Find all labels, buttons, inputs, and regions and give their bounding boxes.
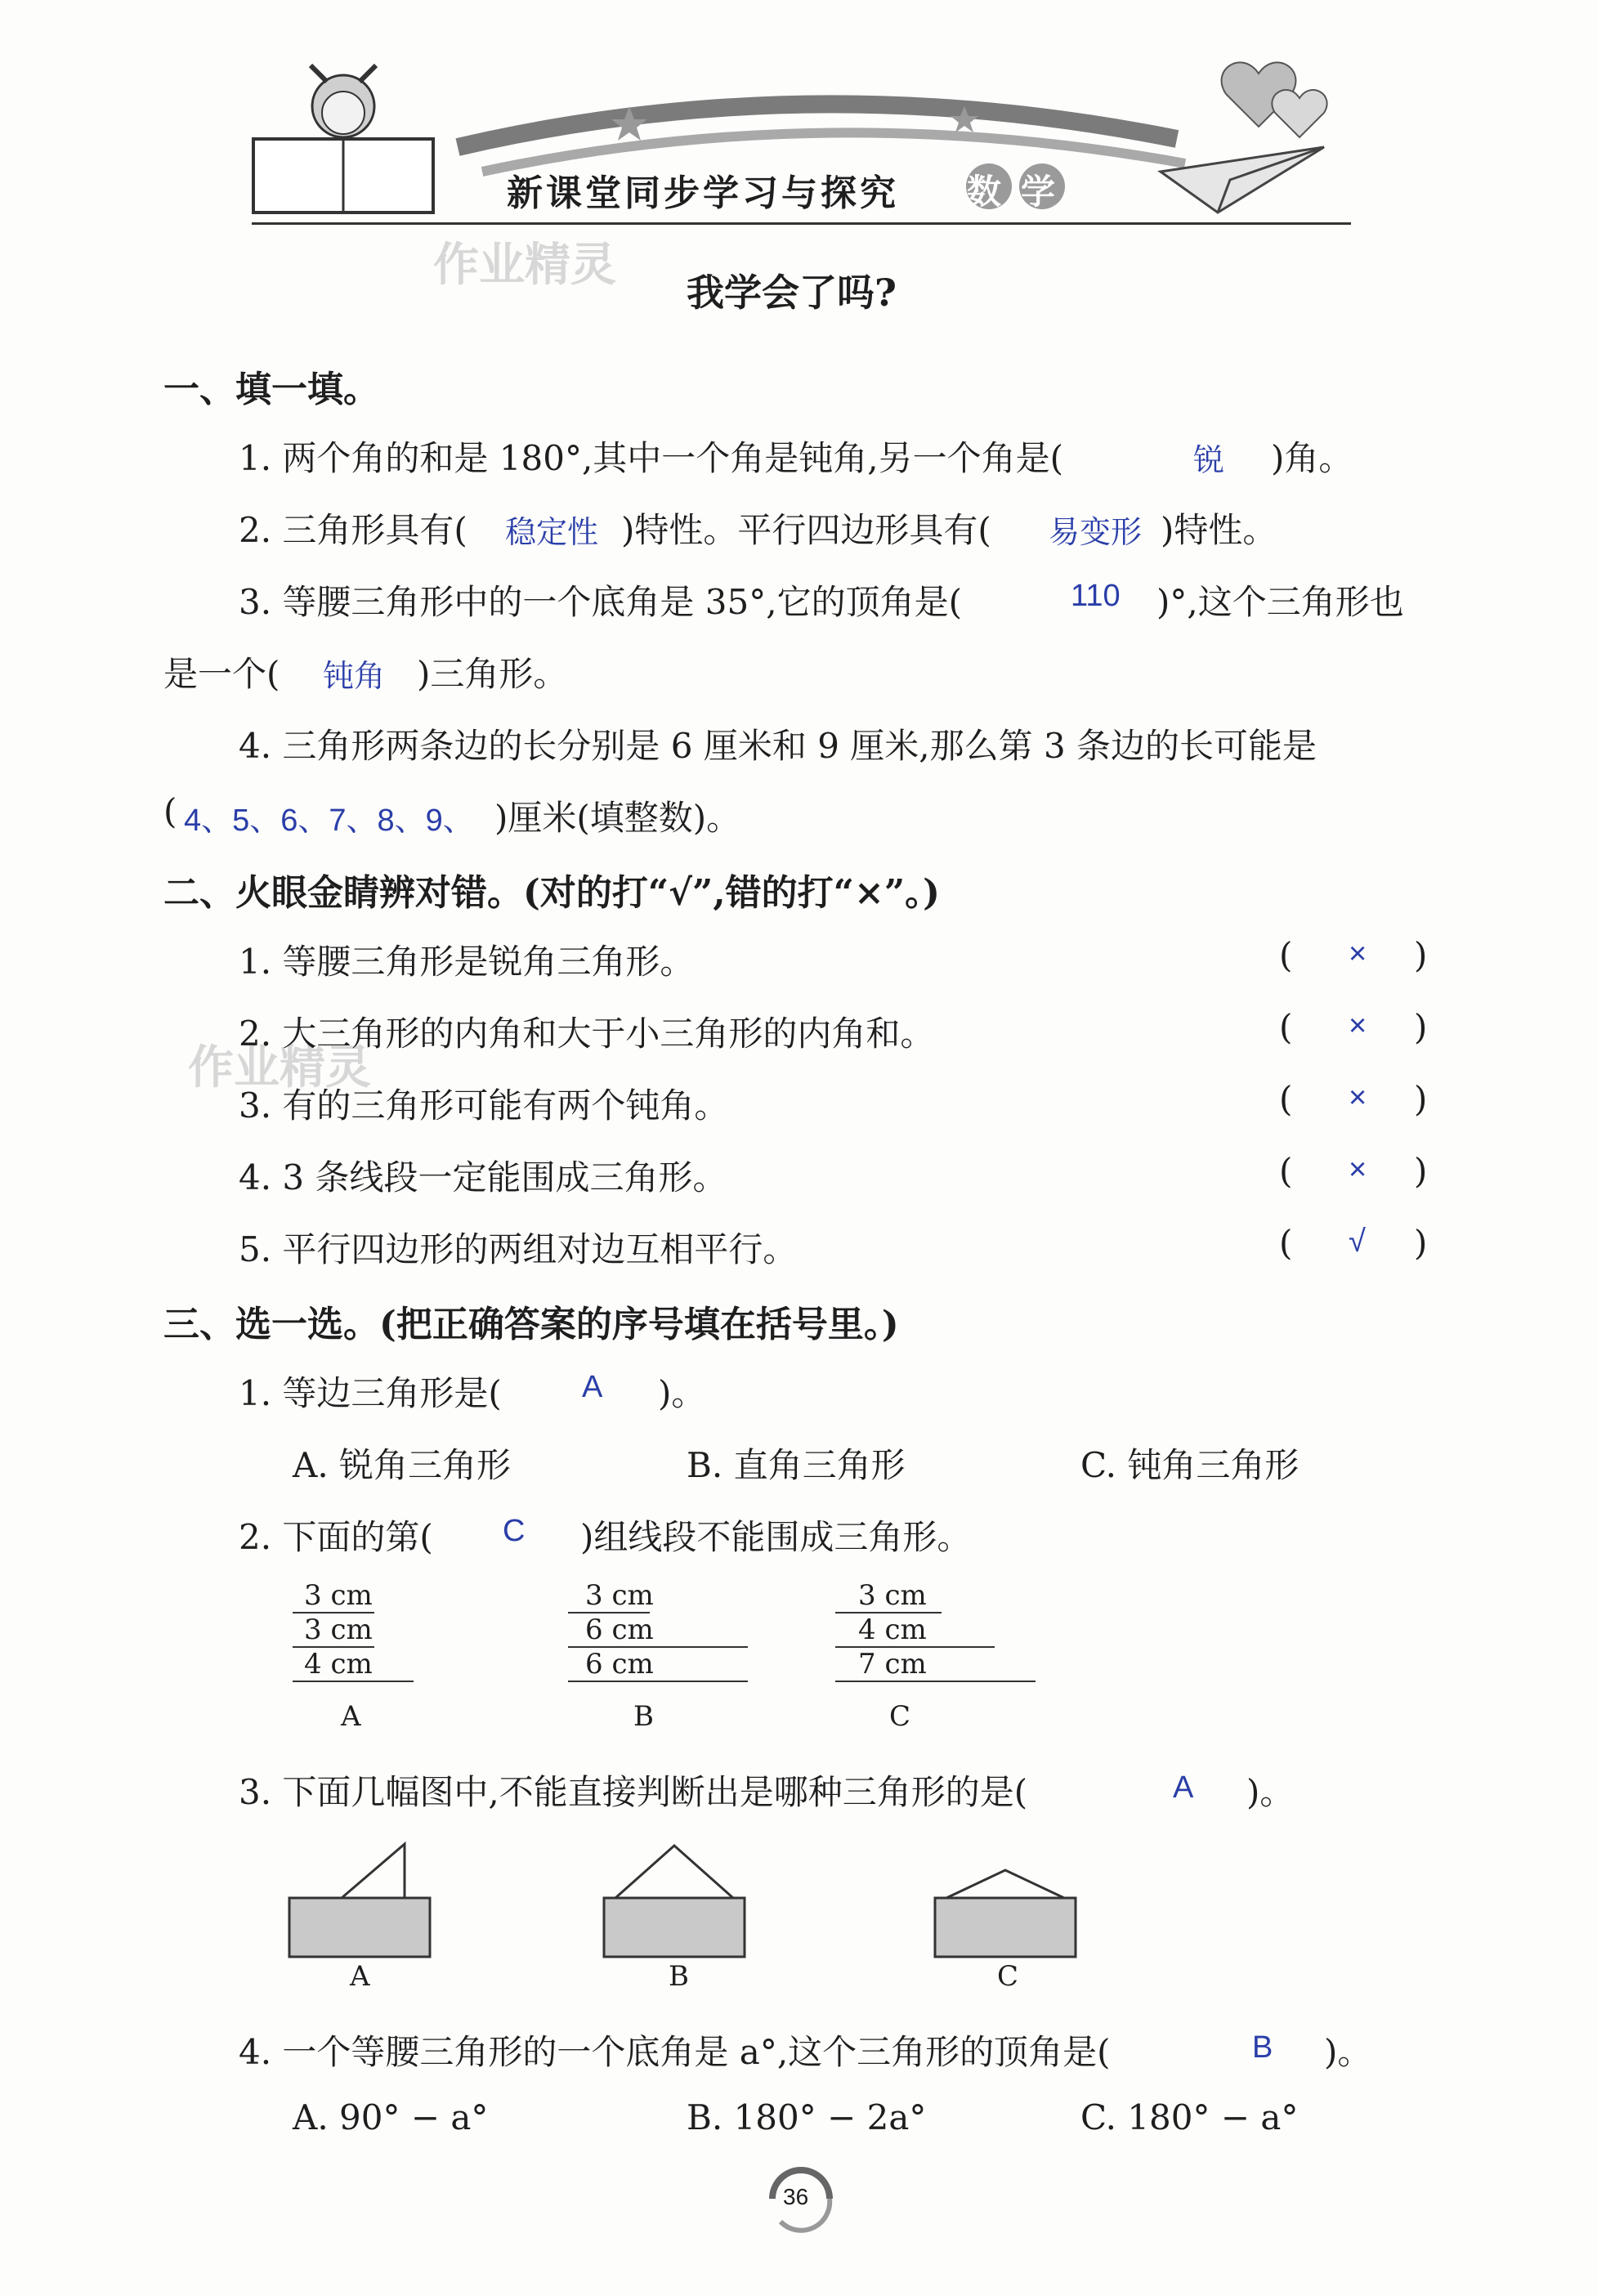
s3-q4-suffix: )。 [1324,2032,1372,2072]
s3-q1-option-c: C. 钝角三角形 [1080,1445,1300,1485]
segment-label: 3 cm [858,1579,927,1612]
s2-item-3: 3. 有的三角形可能有两个钝角。 [239,1085,729,1126]
s1-q2-answer1: 稳定性 [505,516,599,550]
s2-item-4: 4. 3 条线段一定能围成三角形。 [239,1157,727,1197]
s2-item-3-close: ) [1414,1079,1428,1119]
s3-q2-text: 2. 下面的第( [239,1517,433,1557]
s2-item-1-open: ( [1279,935,1293,975]
s1-q2-suffix: )特性。 [1161,510,1277,550]
s2-item-5-close: ) [1414,1223,1428,1263]
s1-q3-suffix: )三角形。 [417,654,568,694]
triangle-figure-b [601,1839,756,1962]
s1-q3-answer2: 钝角 [323,660,386,694]
header-arc [458,104,1177,147]
s1-q3-line2: 是一个( [163,654,280,694]
segment-label: 4 cm [304,1648,373,1681]
segment-line [568,1681,748,1682]
s2-item-4-close: ) [1414,1151,1428,1191]
s1-q3-mid: )°,这个三角形也 [1156,582,1404,622]
s3-q1-text: 1. 等边三角形是( [239,1373,502,1413]
figure-label-a: A [350,1960,370,1993]
s1-q1-suffix: )角。 [1271,438,1353,478]
section2-title: 二、火眼金睛辨对错。(对的打“√”,错的打“×”。) [163,872,940,914]
s2-item-1-close: ) [1414,935,1428,975]
s3-q4-text: 4. 一个等腰三角形的一个底角是 a°,这个三角形的顶角是( [239,2032,1111,2072]
s3-q3-text: 3. 下面几幅图中,不能直接判断出是哪种三角形的是( [239,1772,1028,1812]
s3-q1-option-a: A. 锐角三角形 [293,1445,512,1485]
segment-label: 6 cm [585,1648,654,1681]
s3-q4-option-c: C. 180° − a° [1080,2097,1299,2137]
s2-item-4-answer: × [1349,1152,1367,1187]
s2-item-5: 5. 平行四边形的两组对边互相平行。 [239,1229,798,1269]
s2-item-2-open: ( [1279,1007,1293,1047]
s3-q1-option-b: B. 直角三角形 [687,1445,906,1485]
s2-item-3-answer: × [1349,1081,1367,1115]
s1-q1-text: 1. 两个角的和是 180°,其中一个角是钝角,另一个角是( [239,438,1064,478]
s2-item-2: 2. 大三角形的内角和大于小三角形的内角和。 [239,1014,935,1054]
s3-q4-option-b: B. 180° − 2a° [687,2097,927,2137]
watermark: 作业精灵 [188,1041,371,1094]
s2-item-2-answer: × [1349,1009,1367,1043]
segment-label: 3 cm [585,1579,654,1612]
s1-q2-mid: )特性。平行四边形具有( [621,510,991,550]
s2-item-1-answer: × [1349,937,1367,971]
group-label: B [633,1700,654,1733]
segment-label: 3 cm [304,1579,373,1612]
heart-icon [1272,90,1326,137]
section1-title: 一、填一填。 [163,369,379,410]
triangle-figure-a [286,1839,441,1962]
s1-q4-open: ( [163,791,177,831]
segment-label: 4 cm [858,1613,927,1646]
s1-q3-answer1: 110 [1071,579,1121,613]
page-number: 36 [783,2184,809,2209]
s2-item-5-open: ( [1279,1223,1293,1263]
s2-item-1: 1. 等腰三角形是锐角三角形。 [239,942,695,982]
group-label: A [341,1700,361,1733]
s2-item-2-close: ) [1414,1007,1428,1047]
s1-q1-answer: 锐 [1193,444,1225,478]
s3-q2-suffix: )组线段不能围成三角形。 [580,1517,972,1557]
s1-q4-text: 4. 三角形两条边的长分别是 6 厘米和 9 厘米,那么第 3 条边的长可能是 [239,726,1317,766]
section3-title: 三、选一选。(把正确答案的序号填在括号里。) [163,1304,899,1345]
s3-q3-suffix: )。 [1246,1772,1295,1812]
page-heading: 我学会了吗? [687,271,897,315]
segment-label: 6 cm [585,1613,654,1646]
figure-label-c: C [997,1960,1019,1993]
s2-item-5-answer: √ [1349,1224,1366,1259]
s1-q4-suffix: )厘米(填整数)。 [494,798,741,838]
watermark: 作业精灵 [433,239,616,292]
segment-label: 3 cm [304,1613,373,1646]
header-rule [252,222,1351,225]
s1-q4-answer: 4、5、6、7、8、9、 [184,803,474,838]
s2-item-4-open: ( [1279,1151,1293,1191]
s1-q3-text: 3. 等腰三角形中的一个底角是 35°,它的顶角是( [239,582,962,622]
s3-q1-answer: A [582,1370,603,1404]
s1-q2-text: 2. 三角形具有( [239,510,467,550]
group-label: C [889,1700,911,1733]
segment-line [293,1681,414,1682]
triangle-figure-c [932,1839,1087,1962]
s3-q3-answer: A [1173,1770,1194,1805]
subject-label: 数学 [967,172,1076,212]
s3-q1-suffix: )。 [658,1373,706,1413]
book-title: 新课堂同步学习与探究 [507,172,899,214]
segment-line [835,1681,1036,1682]
s2-item-3-open: ( [1279,1079,1293,1119]
s3-q4-option-a: A. 90° − a° [293,2097,489,2137]
s3-q4-answer: B [1252,2030,1273,2065]
figure-label-b: B [669,1960,689,1993]
s1-q2-answer2: 易变形 [1049,516,1143,550]
s3-q2-answer: C [503,1514,526,1548]
segment-label: 7 cm [858,1648,927,1681]
